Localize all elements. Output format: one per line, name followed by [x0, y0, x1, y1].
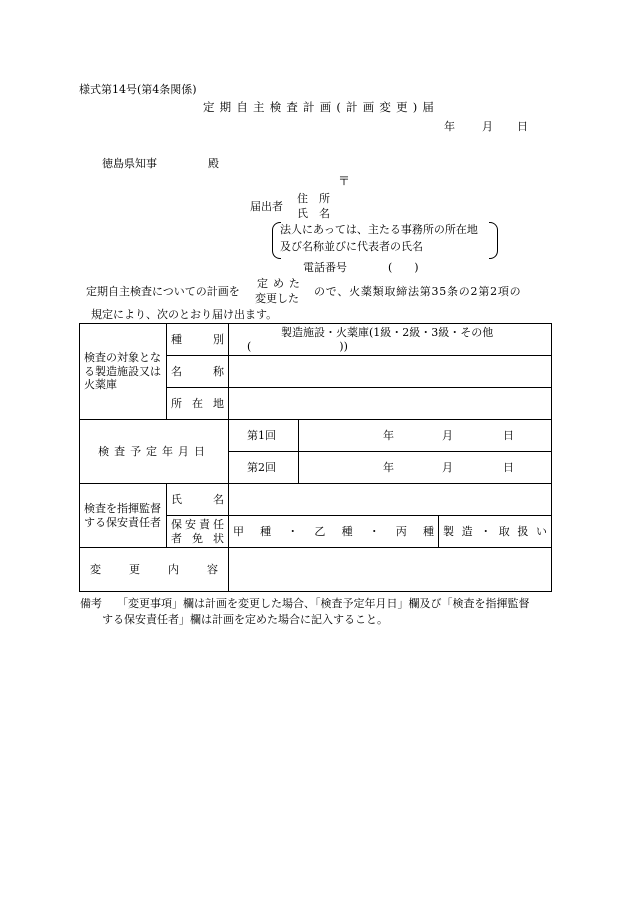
changes-label: 変更内容: [80, 548, 229, 592]
round1-month: 月: [442, 428, 453, 442]
phone-label: 電話番号: [303, 261, 347, 274]
facility-name-field[interactable]: [229, 356, 552, 388]
changes-field[interactable]: [229, 548, 552, 592]
remarks-label: 備考: [80, 597, 102, 610]
location-field[interactable]: [229, 388, 552, 420]
statement-choice-2: 変更した: [255, 292, 299, 305]
date-day: 日: [517, 120, 528, 133]
address-label: 住 所: [297, 192, 330, 205]
license-types[interactable]: 甲種・乙種・丙種: [229, 516, 439, 548]
applicant-label: 届出者: [250, 200, 283, 213]
addressee-honorific: 殿: [208, 157, 219, 170]
round2-month: 月: [442, 460, 453, 474]
round1-day: 日: [503, 428, 514, 442]
type-label: 種 別: [167, 324, 229, 356]
right-brace: [489, 222, 498, 259]
supervisor-label: 検査を指揮監督する保安責任者: [80, 484, 167, 548]
schedule-label: 検査予定年月日: [80, 420, 229, 484]
round2-date[interactable]: [299, 452, 552, 484]
date-year: 年: [444, 120, 455, 133]
license-label: 保安責任者免状: [167, 516, 229, 548]
form-number: 様式第14号(第4条関係): [79, 83, 197, 96]
round1-year: 年: [383, 428, 394, 442]
corp-note-1: 法人にあっては、主たる事務所の所在地: [280, 223, 478, 236]
round2-day: 日: [503, 460, 514, 474]
statement-lead: 定期自主検査についての計画を: [86, 285, 240, 298]
type-value-2: ( )): [247, 339, 348, 353]
round2-year: 年: [383, 460, 394, 474]
name-label: 氏 名: [297, 207, 330, 220]
statement-choice-1: 定めた: [257, 277, 305, 290]
section1-label: 検査の対象となる製造施設又は火薬庫: [80, 324, 167, 420]
round1-label: 第1回: [229, 420, 299, 452]
remarks-text-1: 「変更事項」欄は計画を変更した場合、「検査予定年月日」欄及び「検査を指揮監督: [117, 597, 530, 610]
corp-note-2: 及び名称並びに代表者の氏名: [280, 240, 423, 253]
remarks-text-2: する保安責任者」欄は計画を定めた場合に記入すること。: [102, 613, 388, 626]
round2-label: 第2回: [229, 452, 299, 484]
addressee-prefix: 徳島県知事: [102, 157, 157, 170]
date-month: 月: [482, 120, 493, 133]
postal-mark: 〒: [338, 174, 351, 188]
facility-name-label: 名 称: [167, 356, 229, 388]
type-cell[interactable]: [229, 324, 552, 356]
supervisor-name-label: 氏 名: [167, 484, 229, 516]
statement-line2: 規定により、次のとおり届け出ます。: [91, 308, 278, 321]
page-title: 定期自主検査計画(計画変更)届: [203, 100, 440, 114]
form-table: [79, 323, 552, 592]
phone-paren: ( ): [388, 261, 419, 274]
location-label: 所在地: [167, 388, 229, 420]
type-value-1: 製造施設・火薬庫(1級・2級・3級・その他: [281, 325, 494, 339]
round1-date[interactable]: [299, 420, 552, 452]
license-types-2[interactable]: 製造・取扱い: [439, 516, 552, 548]
supervisor-name-field[interactable]: [229, 484, 552, 516]
statement-tail: ので、火薬類取締法第35条の2第2項の: [314, 285, 522, 298]
